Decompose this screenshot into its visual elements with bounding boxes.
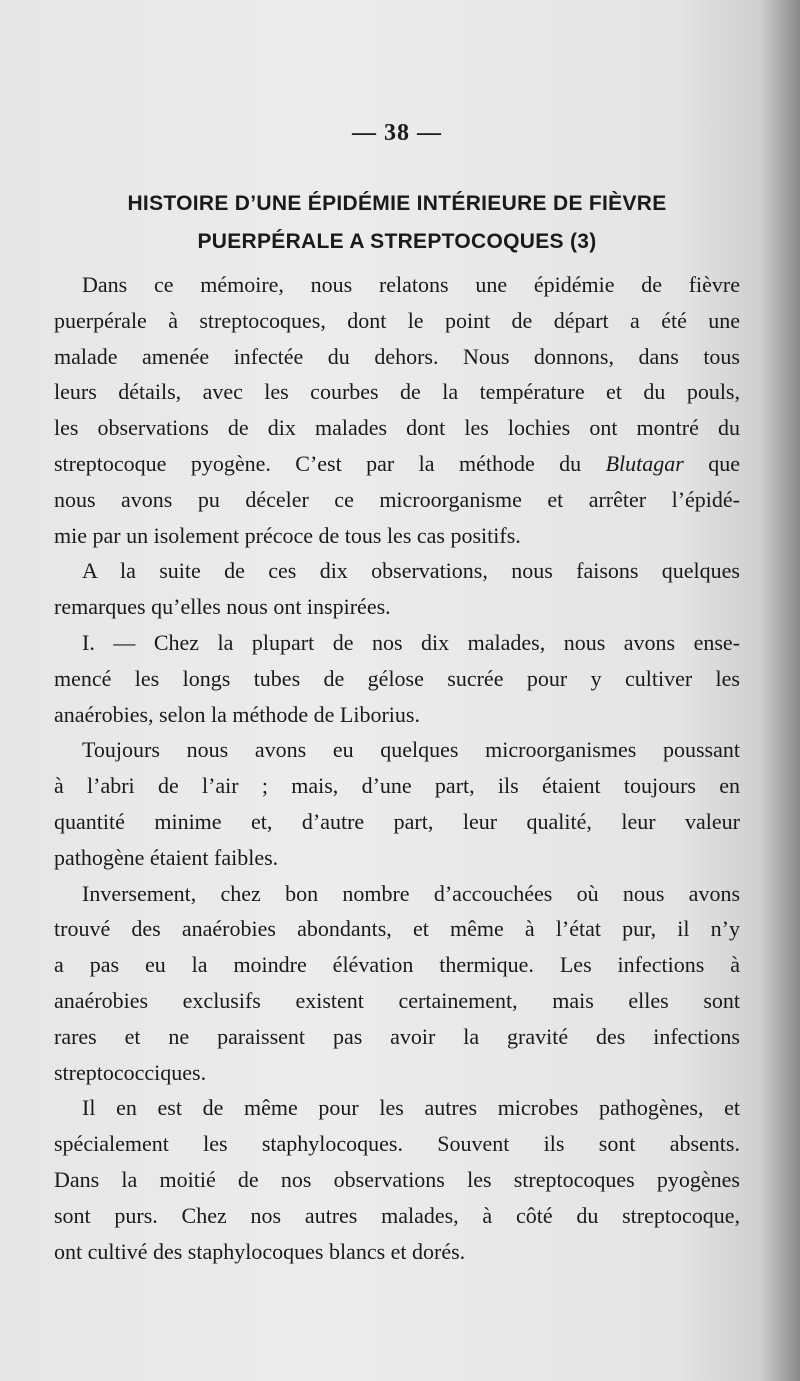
text-line: rares et ne paraissent pas avoir la gravité des infections — [54, 1023, 740, 1049]
text-line: Dans ce mémoire, nous relatons une épidémie de fièvre — [82, 272, 740, 297]
text-line: mencé les longs tubes de gélose sucrée pour y cultiver les — [54, 665, 740, 691]
text-segment: que — [683, 450, 740, 476]
text-line: ont cultivé des staphylocoques blancs et dorés. — [54, 1238, 466, 1264]
text-line: leurs détails, avec les courbes de la température et du pouls, — [54, 379, 740, 405]
text-line: remarques qu’elles nous ont inspirées. — [54, 594, 391, 620]
paragraph — [54, 553, 740, 625]
text-line: pathogène étaient faibles. — [54, 844, 279, 870]
page-number: — 38 — — [352, 120, 442, 146]
text-line: Toujours nous avons eu quelques microorganismes poussant — [82, 737, 740, 763]
paragraph — [54, 1090, 740, 1269]
text-line: A la suite de ces dix observations, nous faisons quelques — [82, 558, 740, 584]
chapter-title-line: HISTOIRE D’UNE ÉPIDÉMIE INTÉRIEURE DE FIÈVRE — [127, 192, 667, 215]
text-line: anaérobies exclusifs existent certainement, mais elles sont — [54, 987, 740, 1013]
text-line: spécialement les staphylocoques. Souvent ils sont absents. — [54, 1131, 740, 1157]
text-line: à l’abri de l’air ; mais, d’une part, ils étaient toujours en — [54, 773, 740, 799]
text-line: anaérobies, selon la méthode de Liborius. — [54, 701, 420, 727]
italic-term: Blutagar — [605, 450, 684, 476]
paragraph — [54, 876, 740, 1091]
chapter-title — [54, 185, 740, 261]
paragraph — [54, 267, 740, 553]
text-line: Il en est de même pour les autres microbes pathogènes, et — [82, 1095, 740, 1121]
text-line: trouvé des anaérobies abondants, et même à l’état pur, il n’y — [54, 916, 740, 942]
paragraph — [54, 732, 740, 875]
text-line: Dans la moitié de nos observations les streptocoques pyogènes — [54, 1166, 740, 1192]
text-line: nous avons pu déceler ce microorganisme et arrêter l’épidé- — [54, 486, 740, 512]
text-line — [54, 446, 740, 482]
text-line: Inversement, chez bon nombre d’accouchées où nous avons — [82, 880, 740, 906]
text-line: I. — Chez la plupart de nos dix malades, nous avons ense- — [82, 629, 740, 655]
text-line: puerpérale à streptocoques, dont le point de départ a été une — [54, 307, 740, 333]
text-line: a pas eu la moindre élévation thermique. Les infections à — [54, 952, 740, 978]
page-text-block — [54, 120, 740, 1269]
body-text — [54, 267, 740, 1269]
text-line: sont purs. Chez nos autres malades, à côté du streptocoque, — [54, 1202, 740, 1228]
text-line: quantité minime et, d’autre part, leur qualité, leur valeur — [54, 808, 740, 834]
text-line: les observations de dix malades dont les lochies ont montré du — [54, 415, 740, 441]
paragraph — [54, 625, 740, 732]
text-line: mie par un isolement précoce de tous les cas positifs. — [54, 522, 521, 548]
chapter-title-line: PUERPÉRALE A STREPTOCOQUES (3) — [197, 230, 597, 253]
text-line: malade amenée infectée du dehors. Nous donnons, dans tous — [54, 343, 740, 369]
text-line: streptococciques. — [54, 1059, 207, 1085]
text-segment: streptocoque pyogène. C’est par la méthode du — [54, 450, 606, 476]
